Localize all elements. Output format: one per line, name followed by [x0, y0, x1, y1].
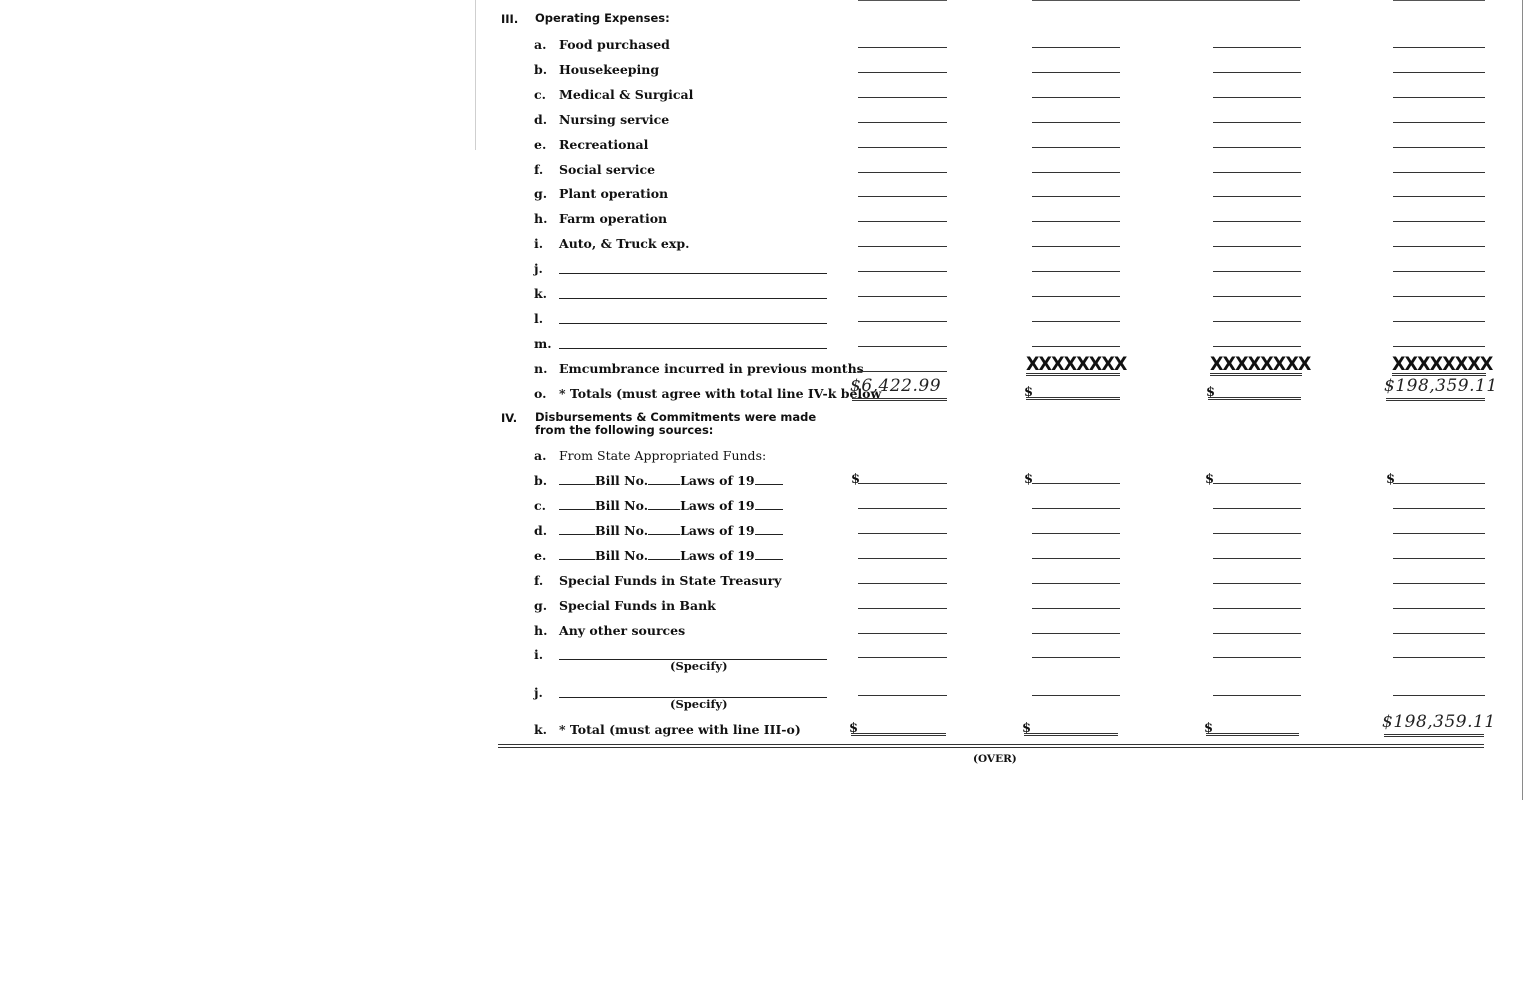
no-blank[interactable]	[648, 525, 680, 535]
blocked-underline	[1210, 373, 1302, 376]
handwritten-total: $198,359.11	[1384, 376, 1498, 396]
amount-field[interactable]	[1213, 172, 1301, 173]
expense-row	[0, 137, 1530, 161]
year-prefix: 19	[737, 548, 755, 563]
amount-field[interactable]	[1393, 633, 1485, 634]
amount-field[interactable]	[858, 147, 947, 148]
amount-field[interactable]	[1393, 321, 1485, 322]
bill-word: Bill	[595, 548, 620, 563]
dollar-sign: $	[1024, 385, 1034, 400]
previous-row-rule	[1032, 0, 1300, 1]
item-letter: a.	[534, 448, 547, 463]
amount-field[interactable]	[1208, 397, 1301, 400]
previous-row-rule	[1393, 0, 1485, 1]
amount-field[interactable]	[1393, 221, 1485, 222]
amount-field[interactable]	[858, 321, 947, 322]
item-letter: i.	[534, 236, 544, 252]
bill-reference	[559, 498, 783, 513]
amount-field[interactable]	[858, 371, 947, 372]
encumbrance-row	[0, 353, 1530, 385]
of-word: of	[719, 523, 733, 538]
of-word: of	[719, 498, 733, 513]
blocked-cell: XXXXXXXX	[1392, 353, 1493, 375]
amount-field[interactable]	[1213, 321, 1301, 322]
of-word: of	[719, 548, 733, 563]
amount-field[interactable]	[1032, 633, 1120, 634]
item-letter: b.	[534, 61, 548, 77]
section-iii-heading	[0, 12, 1530, 36]
amount-field[interactable]	[1393, 147, 1485, 148]
item-letter: i.	[534, 647, 544, 662]
bill-word: Bill	[595, 473, 620, 488]
amount-field[interactable]	[1393, 72, 1485, 73]
handwritten-total: $198,359.11	[1382, 712, 1496, 732]
item-letter: h.	[534, 623, 548, 638]
item-letter: k.	[534, 722, 548, 737]
amount-field[interactable]	[1386, 398, 1485, 401]
item-letter: a.	[534, 37, 547, 52]
year-prefix: 19	[737, 498, 755, 513]
amount-field[interactable]	[1032, 47, 1120, 48]
laws-word: Laws	[680, 498, 715, 513]
laws-word: Laws	[680, 523, 715, 538]
item-letter: h.	[534, 211, 548, 227]
section-iv-numeral: IV.	[501, 411, 518, 425]
amount-field[interactable]	[858, 533, 947, 534]
amount-field[interactable]	[1213, 695, 1301, 696]
bill-word: Bill	[595, 498, 620, 513]
section-iv-heading	[0, 411, 1530, 441]
item-letter: j.	[534, 685, 543, 700]
amount-field[interactable]	[858, 271, 947, 272]
amount-field[interactable]	[858, 483, 947, 484]
amount-field[interactable]	[858, 47, 947, 48]
item-letter: j.	[534, 261, 543, 277]
state-funds-row	[0, 448, 1530, 472]
bottom-rule	[498, 744, 1484, 748]
amount-field[interactable]	[858, 72, 947, 73]
amount-field[interactable]	[1213, 47, 1301, 48]
amount-field[interactable]	[1393, 657, 1485, 658]
dollar-sign: $	[851, 472, 861, 487]
item-letter: n.	[534, 361, 548, 376]
section-iv-title-line2: from the following sources:	[535, 423, 714, 437]
item-letter: f.	[534, 161, 544, 177]
amount-field[interactable]	[1213, 508, 1301, 509]
amount-field[interactable]	[1024, 733, 1118, 736]
amount-field[interactable]	[858, 558, 947, 559]
bill-row	[0, 473, 1530, 497]
amount-field[interactable]	[1206, 733, 1299, 736]
amount-field[interactable]	[858, 608, 947, 609]
blank-label-field[interactable]	[559, 348, 827, 349]
item-letter: g.	[534, 598, 548, 613]
amount-field[interactable]	[1213, 483, 1301, 484]
blank-label-field[interactable]	[559, 323, 827, 324]
amount-field[interactable]	[1393, 346, 1485, 347]
bill-row	[0, 548, 1530, 572]
item-letter: m.	[534, 335, 552, 351]
amount-field[interactable]	[1213, 633, 1301, 634]
item-label: Emcumbrance incurred in previous months	[559, 361, 864, 376]
expense-row	[0, 286, 1530, 310]
handwritten-total: $6,422.99	[850, 376, 942, 396]
no-word: No.	[624, 498, 649, 513]
bill-number-blank[interactable]	[559, 475, 595, 485]
amount-field[interactable]	[858, 508, 947, 509]
laws-word: Laws	[680, 548, 715, 563]
amount-field[interactable]	[858, 246, 947, 247]
item-label: Social service	[559, 161, 656, 177]
bill-reference	[559, 473, 783, 488]
amount-field[interactable]	[1393, 695, 1485, 696]
amount-field[interactable]	[1213, 72, 1301, 73]
amount-field[interactable]	[858, 172, 947, 173]
no-word: No.	[624, 523, 649, 538]
amount-field[interactable]	[1393, 47, 1485, 48]
amount-field[interactable]	[1213, 97, 1301, 98]
bill-row	[0, 498, 1530, 522]
amount-field[interactable]	[1393, 583, 1485, 584]
item-label: Food purchased	[559, 37, 670, 52]
dollar-sign: $	[1024, 472, 1034, 487]
amount-field[interactable]	[1032, 533, 1120, 534]
item-label: From State Appropriated Funds:	[559, 448, 767, 463]
amount-field[interactable]	[1032, 558, 1120, 559]
amount-field[interactable]	[1393, 196, 1485, 197]
section-iv-title	[535, 411, 816, 437]
amount-field[interactable]	[1032, 321, 1120, 322]
amount-field[interactable]	[858, 221, 947, 222]
no-word: No.	[624, 548, 649, 563]
amount-field[interactable]	[858, 583, 947, 584]
over-label: (OVER)	[973, 753, 1017, 765]
item-label: Farm operation	[559, 211, 668, 227]
bill-number-blank[interactable]	[559, 550, 595, 560]
item-letter: c.	[534, 86, 546, 102]
item-letter: e.	[534, 136, 547, 152]
amount-field[interactable]	[1213, 147, 1301, 148]
item-label: Special Funds in Bank	[559, 598, 716, 613]
section-iii-numeral: III.	[501, 12, 519, 26]
amount-field[interactable]	[1393, 558, 1485, 559]
amount-field[interactable]	[858, 97, 947, 98]
section-iv-title-line1: Disbursements & Commitments were made	[535, 410, 817, 424]
amount-field[interactable]	[1393, 172, 1485, 173]
amount-field[interactable]	[858, 346, 947, 347]
item-letter: k.	[534, 286, 548, 301]
item-letter: b.	[534, 473, 548, 488]
item-label: Recreational	[559, 136, 649, 152]
item-letter: g.	[534, 186, 548, 202]
amount-field[interactable]	[851, 733, 946, 736]
bill-number-blank[interactable]	[559, 525, 595, 535]
amount-field[interactable]	[858, 122, 947, 123]
bill-word: Bill	[595, 523, 620, 538]
expense-row	[0, 261, 1530, 285]
item-letter: o.	[534, 386, 547, 401]
year-blank[interactable]	[755, 550, 783, 560]
of-word: of	[719, 473, 733, 488]
year-blank[interactable]	[755, 475, 783, 485]
dollar-sign: $	[1204, 721, 1214, 736]
expense-row	[0, 211, 1530, 235]
bill-reference	[559, 548, 783, 563]
amount-field[interactable]	[1213, 657, 1301, 658]
amount-field[interactable]	[858, 695, 947, 696]
item-letter: d.	[534, 523, 548, 538]
item-label: Auto, & Truck exp.	[559, 236, 690, 252]
item-label: Housekeeping	[559, 61, 660, 77]
amount-field[interactable]	[1213, 196, 1301, 197]
amount-field[interactable]	[1032, 695, 1120, 696]
amount-field[interactable]	[1032, 296, 1120, 297]
amount-field[interactable]	[1384, 734, 1484, 737]
amount-field[interactable]	[858, 657, 947, 658]
bill-row	[0, 523, 1530, 547]
amount-field[interactable]	[1026, 397, 1120, 400]
dollar-sign: $	[1022, 721, 1032, 736]
item-label: * Totals (must agree with total line IV-k below	[559, 386, 882, 401]
amount-field[interactable]	[1213, 533, 1301, 534]
amount-field[interactable]	[1393, 97, 1485, 98]
specify-hint: (Specify)	[670, 659, 728, 673]
blank-label-field[interactable]	[559, 273, 827, 274]
amount-field[interactable]	[1393, 483, 1485, 484]
amount-field[interactable]	[1213, 221, 1301, 222]
item-letter: e.	[534, 548, 547, 563]
source-row	[0, 623, 1530, 647]
amount-field[interactable]	[1032, 483, 1120, 484]
blank-label-field[interactable]	[559, 298, 827, 299]
amount-field[interactable]	[1032, 246, 1120, 247]
item-label: Plant operation	[559, 186, 669, 202]
amount-field[interactable]	[1213, 271, 1301, 272]
dollar-sign: $	[1206, 385, 1216, 400]
dollar-sign: $	[849, 721, 859, 736]
amount-field[interactable]	[1032, 97, 1120, 98]
amount-field[interactable]	[1213, 346, 1301, 347]
amount-field[interactable]	[1032, 147, 1120, 148]
expense-row	[0, 112, 1530, 136]
amount-field[interactable]	[1032, 72, 1120, 73]
amount-field[interactable]	[1393, 296, 1485, 297]
no-blank[interactable]	[648, 500, 680, 510]
source-row	[0, 573, 1530, 597]
amount-field[interactable]	[1213, 583, 1301, 584]
expense-row	[0, 37, 1530, 61]
item-label: Nursing service	[559, 111, 670, 127]
amount-field[interactable]	[1393, 246, 1485, 247]
expense-row	[0, 236, 1530, 260]
laws-word: Laws	[680, 473, 715, 488]
amount-field[interactable]	[852, 398, 947, 401]
year-blank[interactable]	[755, 500, 783, 510]
no-blank[interactable]	[648, 475, 680, 485]
expense-row	[0, 62, 1530, 86]
amount-field[interactable]	[1393, 122, 1485, 123]
year-blank[interactable]	[755, 525, 783, 535]
item-letter: d.	[534, 111, 548, 127]
specify-row	[0, 647, 1530, 681]
blocked-cell: XXXXXXXX	[1210, 353, 1311, 375]
amount-field[interactable]	[1393, 608, 1485, 609]
expense-row	[0, 311, 1530, 335]
amount-field[interactable]	[1213, 558, 1301, 559]
blocked-cell: XXXXXXXX	[1026, 353, 1127, 375]
amount-field[interactable]	[1213, 608, 1301, 609]
amount-field[interactable]	[1032, 608, 1120, 609]
blocked-underline	[1026, 373, 1120, 376]
specify-hint: (Specify)	[670, 697, 728, 711]
amount-field[interactable]	[1393, 533, 1485, 534]
amount-field[interactable]	[1213, 296, 1301, 297]
amount-field[interactable]	[1032, 122, 1120, 123]
no-word: No.	[624, 473, 649, 488]
item-letter: c.	[534, 498, 546, 513]
amount-field[interactable]	[1213, 246, 1301, 247]
totals-row	[0, 376, 1530, 410]
expense-row	[0, 186, 1530, 210]
amount-field[interactable]	[1032, 583, 1120, 584]
amount-field[interactable]	[1032, 346, 1120, 347]
amount-field[interactable]	[1032, 221, 1120, 222]
amount-field[interactable]	[1032, 196, 1120, 197]
amount-field[interactable]	[1032, 657, 1120, 658]
iv-total-row	[0, 712, 1530, 746]
item-label: Special Funds in State Treasury	[559, 573, 782, 588]
item-letter: f.	[534, 573, 544, 588]
amount-field[interactable]	[1393, 508, 1485, 509]
bill-reference	[559, 523, 783, 538]
section-iii-title: Operating Expenses:	[535, 11, 670, 25]
amount-field[interactable]	[858, 196, 947, 197]
amount-field[interactable]	[858, 296, 947, 297]
previous-row-rule	[858, 0, 947, 1]
year-prefix: 19	[737, 473, 755, 488]
item-label: Medical & Surgical	[559, 86, 694, 102]
bill-number-blank[interactable]	[559, 500, 595, 510]
no-blank[interactable]	[648, 550, 680, 560]
item-label: * Total (must agree with line III-o)	[559, 722, 801, 737]
specify-row	[0, 685, 1530, 719]
source-row	[0, 598, 1530, 622]
dollar-sign: $	[1386, 472, 1396, 487]
amount-field[interactable]	[1032, 172, 1120, 173]
year-prefix: 19	[737, 523, 755, 538]
amount-field[interactable]	[1032, 508, 1120, 509]
amount-field[interactable]	[1032, 271, 1120, 272]
expense-row	[0, 87, 1530, 111]
amount-field[interactable]	[1393, 271, 1485, 272]
item-letter: l.	[534, 310, 544, 326]
dollar-sign: $	[1205, 472, 1215, 487]
amount-field[interactable]	[1213, 122, 1301, 123]
amount-field[interactable]	[858, 633, 947, 634]
item-label: Any other sources	[559, 623, 686, 638]
expense-row	[0, 162, 1530, 186]
